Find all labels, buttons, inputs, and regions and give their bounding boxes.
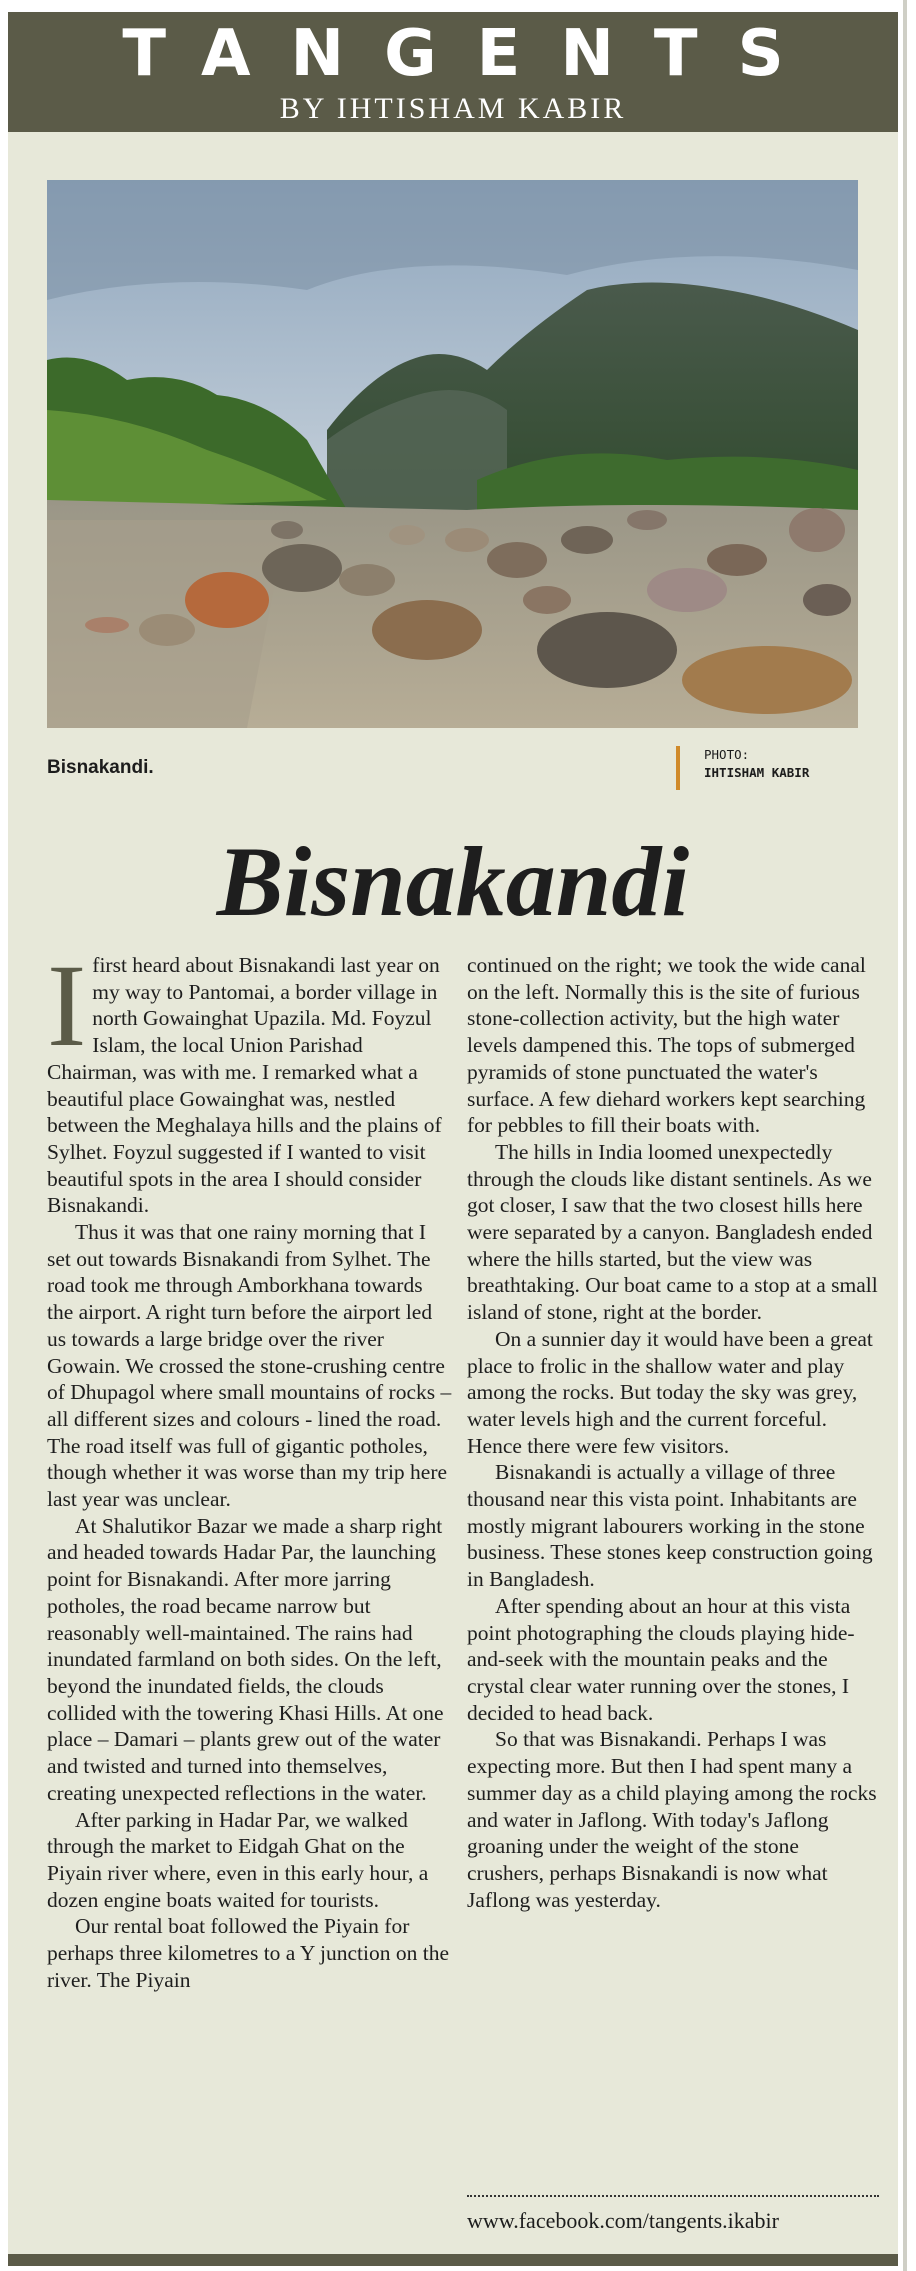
- paragraph: Our rental boat followed the Piyain for perhaps three kilometres to a Y junction on the river. The Piyain: [47, 1914, 450, 1992]
- river-rocks-image: [47, 180, 858, 728]
- paragraph: continued on the right; we took the wide canal on the left. Normally this is the site of furious stone-collection activity, but the high water levels dampened this. The tops of submerged pyramids of stone punctuated the water's surface. A few diehard workers kept searching for pebbles to fill their boats with.: [467, 953, 866, 1138]
- paragraph: After parking in Hadar Par, we walked through the market to Eidgah Ghat on the Piyain river where, even in this early hour, a dozen engine boats waited for tourists.: [47, 1807, 429, 1912]
- photo-credit-label: PHOTO:: [704, 747, 750, 762]
- masthead: TANGENTS: [122, 17, 824, 91]
- paragraph: On a sunnier day it would have been a great place to frolic in the shallow water and play among the rocks. But today the sky was grey, water levels high and the current forceful. Hence there were few visitors.: [467, 1326, 873, 1458]
- article-body: [8, 940, 898, 2212]
- footer-bar: [8, 2254, 898, 2266]
- paragraph: Thus it was that one rainy morning that I set out towards Bisnakandi from Sylhet. The road took me through Amborkhana towards the airport. A right turn before the airport led us towards a large bridge over the river Gowain. We crossed the stone-crushing centre of Dhupagol where small mountains of rocks – all different sizes and colours - lined the road. The road itself was full of gigantic potholes, though whether it was worse than my trip here last year was unclear.: [47, 1220, 452, 1512]
- byline: BY IHTISHAM KABIR: [279, 92, 627, 125]
- paragraph: At Shalutikor Bazar we made a sharp right and headed towards Hadar Par, the launching point for Bisnakandi. After more jarring potholes, the road became narrow but reasonably well-maintained. The rains had inundated farmland on both sides. On the left, beyond the inundated fields, the clouds collided with the towering Khasi Hills. At one place – Damari – plants grew out of the water and twisted and turned into themselves, creating unexpected reflections in the water.: [47, 1513, 444, 1805]
- article-title: Bisnakandi: [216, 826, 690, 937]
- paragraph: After spending about an hour at this vista point photographing the clouds playing hide-and-seek with the mountain peaks and the crystal clear water running over the stones, I decided to head back.: [467, 1593, 855, 1725]
- paragraph: first heard about Bisnakandi last year on my way to Pantomai, a border village in north Gowainghat Upazila. Md. Foyzul Islam, the local Union Parishad Chairman, was with me. I remarked what a beautiful place Gowainghat was, nestled between the Meghalaya hills and the plains of Sylhet. Foyzul suggested if I wanted to visit beautiful spots in the area I should consider Bisnakandi.: [47, 953, 442, 1218]
- photo-credit: [676, 746, 866, 790]
- right-column: [467, 952, 879, 1913]
- newspaper-page: [8, 12, 898, 2266]
- column-header: [8, 12, 898, 132]
- photo-caption: Bisnakandi.: [47, 757, 154, 778]
- paragraph: The hills in India loomed unexpectedly through the clouds like distant sentinels. As we got closer, I saw that the two closest hills here were separated by a canyon. Bangladesh ended where the hills started, but the view was breathtaking. Our boat came to a stop at a small island of stone, right at the border.: [467, 1139, 878, 1325]
- paragraph: So that was Bisnakandi. Perhaps I was expecting more. But then I had spent many a summer day as a child playing among the rocks and water in Jaflong. With today's Jaflong groaning under the weight of the stone crushers, perhaps Bisnakandi is now what Jaflong was yesterday.: [467, 1727, 877, 1912]
- left-column: [47, 940, 452, 1993]
- drop-cap: I: [47, 940, 87, 1071]
- page-edge-rule: [903, 0, 907, 2271]
- paragraph: Bisnakandi is actually a village of three thousand near this vista point. Inhabitants are mostly migrant labourers working in the stone business. These stones keep construction going in Bangladesh.: [467, 1460, 873, 1592]
- facebook-link[interactable]: www.facebook.com/tangents.ikabir: [467, 2208, 779, 2233]
- dotted-divider: [467, 2195, 879, 2197]
- photo-credit-name: IHTISHAM KABIR: [704, 765, 810, 780]
- landscape-photo: [47, 180, 858, 728]
